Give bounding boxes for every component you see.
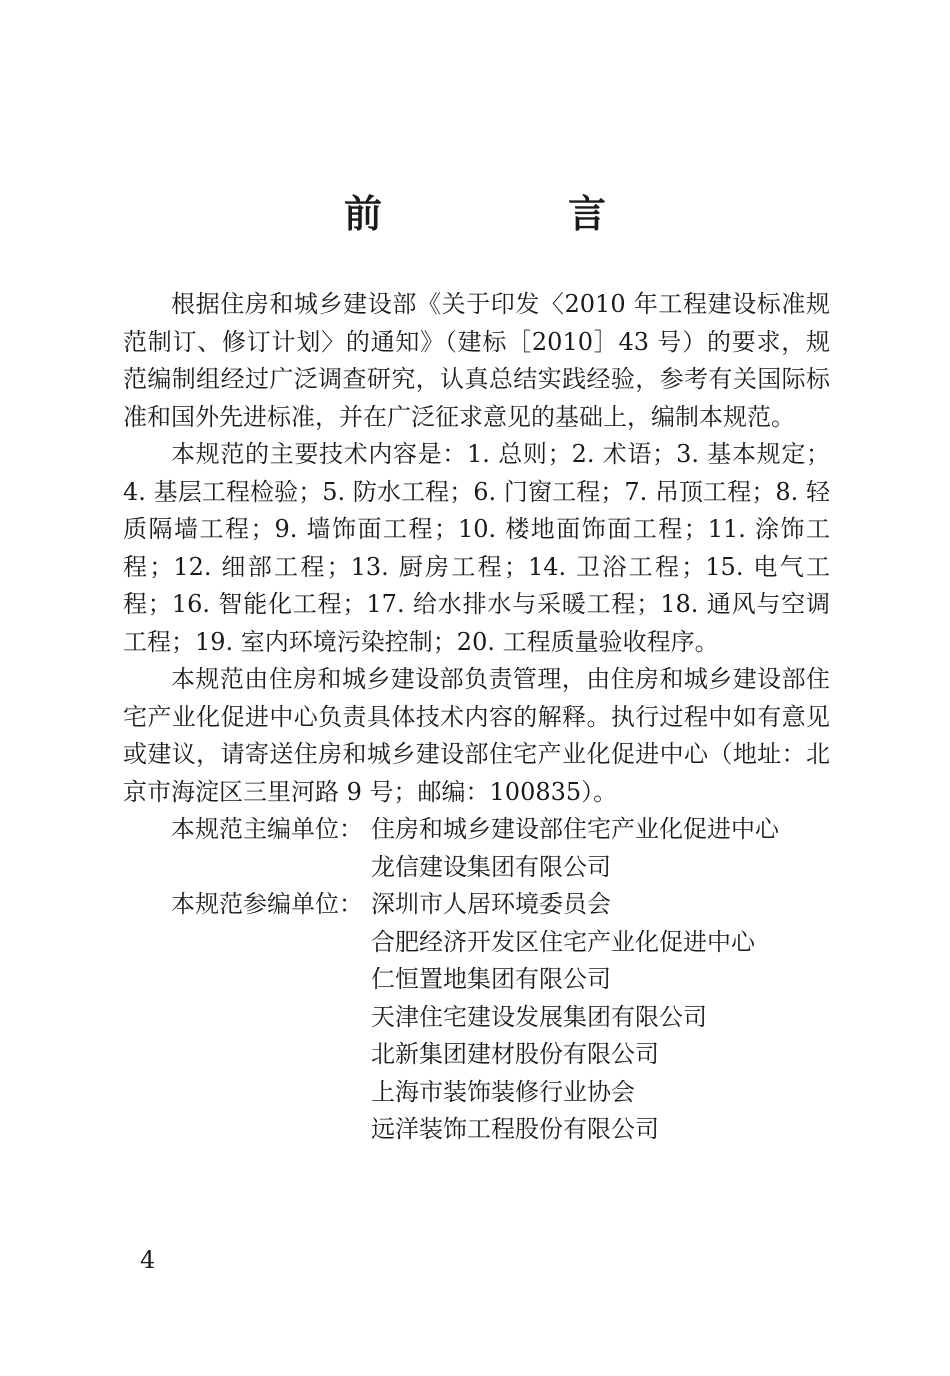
page-number: 4 [140,1246,156,1274]
list-item: 仁恒置地集团有限公司 [371,965,611,993]
list-item: 上海市装饰装修行业协会 [371,1077,635,1106]
participating-units-label: 本规范参编单位： [171,890,363,918]
paragraph-basis: 根据住房和城乡建设部《关于印发〈2010 年工程建设标准规范制订、修订计划〉的通知》（建标［2010］43 号）的要求，规范编制组经过广泛调查研究，认真总结实践经验，参考有关国际标准和国外先进标准，并在广泛征求意见的基础上，编制本规范。 [123,290,830,431]
page-title: 前 言 [343,191,680,236]
chief-units-list [371,811,779,886]
participating-units-block [123,886,830,1149]
preface-body [123,286,830,1149]
list-item: 合肥经济开发区住宅产业化促进中心 [371,927,755,956]
list-item: 天津住宅建设发展集团有限公司 [371,1002,707,1031]
paragraph-contents: 本规范的主要技术内容是：1. 总则；2. 术语；3. 基本规定；4. 基层工程检验；5. 防水工程；6. 门窗工程；7. 吊顶工程；8. 轻质隔墙工程；9. 墙饰面工程；10. 楼地面饰面工程；11. 涂饰工程；12. 细部工程；13. 厨房工程；14. 卫浴工程；15. 电气工程；16. 智能化工程；17. 给水排水与采暖工程；18. 通风与空调工程；19. 室内环境污染控制；20. 工程质量验收程序。 [123,440,830,656]
list-item: 龙信建设集团有限公司 [371,852,611,881]
chief-units-label: 本规范主编单位： [171,815,363,843]
paragraph-management: 本规范由住房和城乡建设部负责管理，由住房和城乡建设部住宅产业化促进中心负责具体技术内容的解释。执行过程中如有意见或建议，请寄送住房和城乡建设部住宅产业化促进中心（地址：北京市海淀区三里河路 9 号；邮编：100835）。 [123,665,830,806]
chief-units-block [123,811,830,886]
participating-units-list [371,886,755,1149]
list-item: 北新集团建材股份有限公司 [371,1040,659,1068]
list-item: 住房和城乡建设部住宅产业化促进中心 [371,815,779,843]
list-item: 深圳市人居环境委员会 [371,890,611,918]
list-item: 远洋装饰工程股份有限公司 [371,1115,659,1143]
